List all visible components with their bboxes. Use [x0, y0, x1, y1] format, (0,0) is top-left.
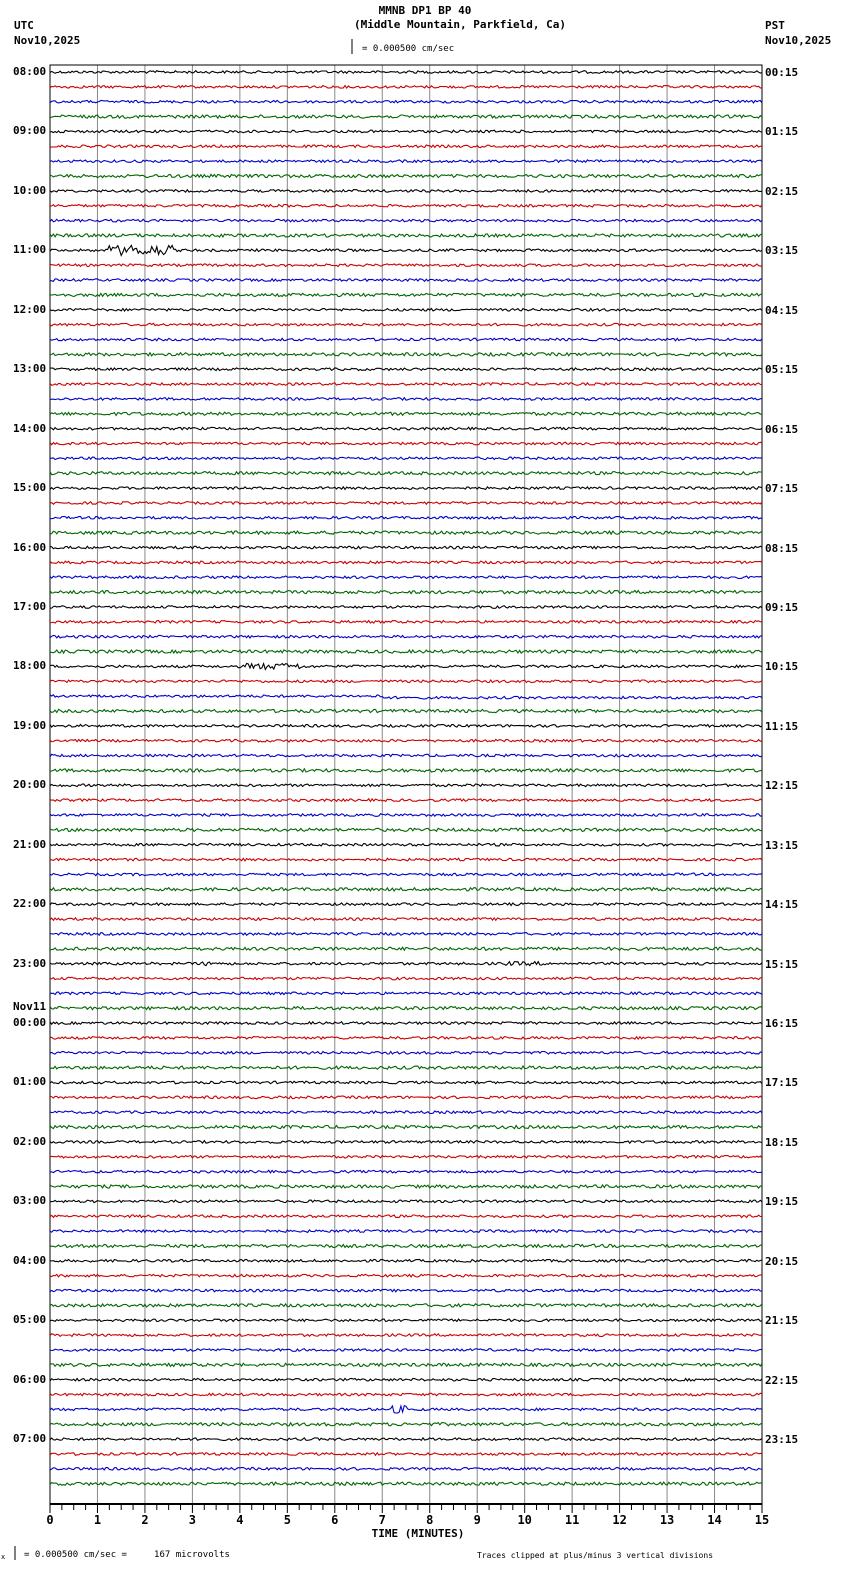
utc-hour-label: 13:00	[13, 362, 47, 376]
trace-line	[50, 338, 762, 341]
pst-hour-label: 23:15	[765, 1433, 799, 1447]
pst-hour-label: 22:15	[765, 1373, 799, 1387]
trace-line	[50, 680, 762, 683]
trace-line	[50, 873, 762, 876]
trace-line	[50, 992, 762, 995]
x-tick-label: 0	[46, 1513, 54, 1527]
trace-line	[50, 888, 762, 891]
trace-line	[50, 1468, 762, 1471]
trace-line	[50, 234, 762, 237]
x-tick-label: 7	[378, 1513, 386, 1527]
trace-line	[50, 903, 762, 906]
pst-hour-label: 06:15	[765, 422, 799, 436]
utc-hour-label: 07:00	[13, 1432, 47, 1446]
trace-line	[50, 709, 762, 712]
trace-line	[50, 918, 762, 921]
pst-hour-label: 07:15	[765, 482, 799, 496]
trace-line	[50, 858, 762, 861]
trace-line	[50, 71, 762, 74]
trace-line	[50, 606, 762, 609]
trace-line	[50, 1406, 762, 1414]
trace-line	[50, 977, 762, 980]
trace-line	[50, 1378, 762, 1381]
left-date: Nov10,2025	[14, 34, 81, 47]
trace-line	[50, 245, 762, 255]
utc-hour-label: 06:00	[13, 1372, 47, 1386]
utc-hour-label: 17:00	[13, 599, 47, 613]
pst-hour-label: 21:15	[765, 1314, 799, 1328]
pst-hour-label: 14:15	[765, 898, 799, 912]
trace-line	[50, 442, 762, 445]
pst-hour-label: 00:15	[765, 66, 799, 79]
trace-line	[50, 368, 762, 371]
trace-line	[50, 472, 762, 475]
trace-line	[50, 145, 762, 148]
trace-line	[50, 1260, 762, 1263]
utc-hour-label: 23:00	[13, 956, 47, 970]
trace-line	[50, 86, 762, 89]
trace-line	[50, 1037, 762, 1040]
trace-line	[50, 799, 762, 802]
trace-line	[50, 1289, 762, 1292]
trace-line	[50, 695, 762, 699]
trace-line	[50, 398, 762, 401]
trace-line	[50, 621, 762, 624]
trace-line	[50, 100, 762, 103]
utc-hour-label: 00:00	[13, 1016, 47, 1030]
utc-hour-label: 08:00	[13, 65, 47, 78]
x-tick-label: 12	[612, 1513, 627, 1527]
x-tick-label: 5	[283, 1513, 291, 1527]
trace-line	[50, 933, 762, 936]
trace-line	[50, 427, 762, 430]
trace-line	[50, 1200, 762, 1203]
utc-hour-label: 14:00	[13, 421, 47, 435]
trace-line	[50, 323, 762, 326]
utc-hour-label: 11:00	[13, 243, 47, 257]
utc-hour-label: 19:00	[13, 718, 47, 732]
trace-line	[50, 293, 762, 296]
trace-line	[50, 190, 762, 193]
utc-hour-label: 04:00	[13, 1253, 47, 1267]
utc-hour-label: 03:00	[13, 1194, 47, 1208]
trace-line	[50, 1453, 762, 1456]
trace-line	[50, 843, 762, 846]
utc-hour-label: 22:00	[13, 897, 47, 911]
pst-hour-label: 17:15	[765, 1076, 799, 1090]
trace-line	[50, 115, 762, 118]
trace-line	[50, 1185, 762, 1188]
x-tick-label: 10	[517, 1513, 532, 1527]
trace-line	[50, 754, 762, 757]
right-date: Nov10,2025	[765, 34, 832, 47]
trace-line	[50, 962, 762, 966]
trace-line	[50, 828, 762, 831]
pst-hour-label: 04:15	[765, 303, 799, 317]
trace-line	[50, 502, 762, 505]
trace-line	[50, 1126, 762, 1129]
trace-line	[50, 1304, 762, 1307]
utc-hour-label: 10:00	[13, 183, 47, 197]
trace-line	[50, 739, 762, 742]
trace-line	[50, 1156, 762, 1159]
x-tick-label: 1	[93, 1513, 102, 1527]
trace-line	[50, 1363, 762, 1366]
trace-line	[50, 264, 762, 267]
pst-hour-label: 10:15	[765, 660, 799, 674]
trace-line	[50, 1215, 762, 1218]
footer-scale-prefix: x	[1, 1553, 6, 1561]
trace-line	[50, 517, 762, 520]
utc-hour-label: 15:00	[13, 481, 47, 495]
utc-hour-label: 18:00	[13, 659, 47, 673]
footer-scale-label: = 0.000500 cm/sec = 167 microvolts	[24, 1550, 230, 1560]
utc-hour-label: 01:00	[13, 1075, 47, 1089]
x-tick-label: 13	[659, 1513, 675, 1527]
pst-hour-label: 15:15	[765, 957, 799, 971]
utc-hour-label: 05:00	[13, 1313, 47, 1327]
trace-line	[50, 353, 762, 356]
pst-hour-label: 12:15	[765, 779, 799, 793]
trace-line	[50, 383, 762, 386]
pst-hour-label: 11:15	[765, 719, 799, 733]
trace-line	[50, 1022, 762, 1025]
pst-hour-label: 09:15	[765, 600, 799, 614]
trace-line	[50, 561, 762, 564]
utc-hour-label: 16:00	[13, 540, 47, 554]
trace-line	[50, 1007, 762, 1010]
chart-subtitle: (Middle Mountain, Parkfield, Ca)	[354, 18, 566, 31]
utc-hour-label: 09:00	[13, 124, 47, 138]
utc-hour-label: 20:00	[13, 778, 47, 792]
scale-label: = 0.000500 cm/sec	[362, 44, 455, 54]
pst-hour-label: 19:15	[765, 1195, 799, 1209]
x-tick-label: 9	[473, 1513, 481, 1527]
pst-hour-label: 16:15	[765, 1017, 799, 1031]
trace-line	[50, 1274, 762, 1277]
trace-line	[50, 309, 762, 312]
trace-line	[50, 1393, 762, 1396]
trace-line	[50, 1244, 762, 1247]
trace-line	[50, 174, 762, 177]
x-tick-label: 14	[707, 1513, 722, 1527]
trace-line	[50, 1111, 762, 1114]
trace-line	[50, 1349, 762, 1352]
trace-line	[50, 650, 762, 653]
trace-line	[50, 1319, 762, 1322]
x-tick-label: 8	[426, 1513, 434, 1527]
utc-hour-label: 02:00	[13, 1134, 47, 1148]
trace-line	[50, 457, 762, 460]
trace-line	[50, 279, 762, 282]
pst-hour-label: 02:15	[765, 184, 799, 198]
x-tick-label: 11	[564, 1513, 580, 1527]
clip-note: Traces clipped at plus/minus 3 vertical divisions	[477, 1551, 714, 1560]
trace-line	[50, 1052, 762, 1055]
chart-title: MMNB DP1 BP 40	[378, 4, 472, 17]
x-axis-label: TIME (MINUTES)	[371, 1527, 465, 1540]
x-tick-label: 15	[754, 1513, 770, 1527]
pst-hour-label: 13:15	[765, 838, 799, 852]
trace-line	[50, 1081, 762, 1084]
trace-line	[50, 204, 762, 207]
trace-line	[50, 546, 762, 549]
pst-hour-label: 01:15	[765, 125, 799, 139]
trace-line	[50, 1482, 762, 1485]
date-change-label: Nov11	[13, 1000, 47, 1014]
trace-line	[50, 1170, 762, 1173]
trace-line	[50, 531, 762, 534]
trace-line	[50, 663, 762, 669]
trace-line	[50, 1066, 762, 1069]
pst-hour-label: 05:15	[765, 363, 799, 377]
left-timezone: UTC	[14, 19, 34, 32]
trace-line	[50, 947, 762, 950]
trace-line	[50, 576, 762, 579]
trace-line	[50, 412, 762, 415]
utc-hour-label: 21:00	[13, 837, 47, 851]
pst-hour-label: 20:15	[765, 1254, 799, 1268]
trace-line	[50, 130, 762, 133]
trace-line	[50, 1438, 762, 1441]
trace-line	[50, 1334, 762, 1337]
x-tick-label: 4	[236, 1513, 244, 1527]
trace-line	[50, 725, 762, 728]
utc-hour-label: 12:00	[13, 302, 47, 316]
trace-line	[50, 1230, 762, 1233]
right-timezone: PST	[765, 19, 785, 32]
trace-line	[50, 814, 762, 817]
trace-line	[50, 219, 762, 222]
trace-line	[50, 487, 762, 490]
pst-hour-label: 03:15	[765, 244, 799, 258]
trace-line	[50, 784, 762, 787]
trace-line	[50, 769, 762, 772]
trace-line	[50, 635, 762, 638]
trace-line	[50, 591, 762, 594]
trace-line	[50, 1141, 762, 1144]
trace-line	[50, 1423, 762, 1426]
pst-hour-label: 08:15	[765, 541, 799, 555]
x-tick-label: 3	[188, 1513, 197, 1527]
x-tick-label: 6	[331, 1513, 339, 1527]
trace-line	[50, 160, 762, 163]
trace-line	[50, 1096, 762, 1099]
x-tick-label: 2	[141, 1513, 149, 1527]
pst-hour-label: 18:15	[765, 1135, 799, 1149]
